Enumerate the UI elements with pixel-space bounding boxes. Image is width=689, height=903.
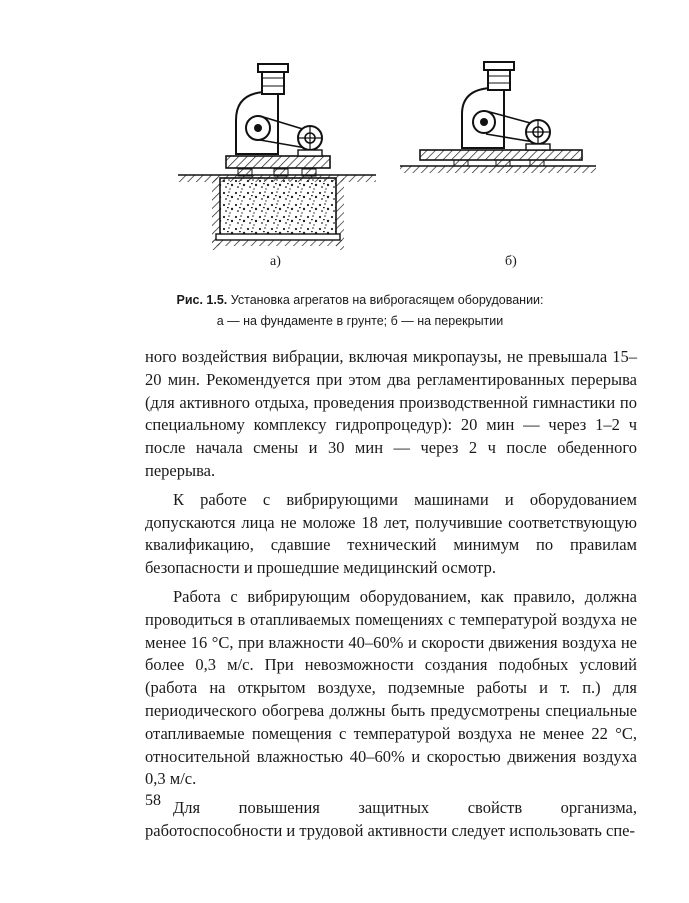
caption-line-2: а — на фундаменте в грунте; б — на перекрытии (216, 314, 504, 328)
caption-line-1 (100, 290, 620, 311)
caption-text-1: Установка агрегатов на виброгасящем оборудовании: (230, 293, 544, 307)
paragraph: Для повышения защитных свойств организма, работоспособности и трудовой активности следует использовать спе- (145, 798, 637, 840)
foundation-block (220, 178, 336, 238)
figure-label-a: а) (270, 254, 281, 269)
caption-number: Рис. 1.5. (176, 293, 228, 307)
page-number: 58 (145, 792, 161, 809)
variant-a-drawing (178, 64, 376, 250)
body-text (145, 346, 637, 843)
vibration-mount-illustration (150, 58, 610, 258)
floor-slab-b (400, 166, 596, 173)
figure-caption (100, 290, 620, 332)
variant-b-drawing (400, 62, 596, 173)
paragraph: К работе с вибрирующими машинами и оборудованием допускаются лица не моложе 18 лет, получившие соответствующую квалификацию, сдавшие технический минимум по правилам безопасности и прошедшие медицинский осмотр. (145, 489, 637, 578)
paragraph: ного воздействия вибрации, включая микропаузы, не превышала 15–20 мин. Рекомендуется при этом два регламентированных перерыва (для активного отдыха, проведения производственной гимнастики по специальному комплексу гидропроцедур): 20 мин — через 1–2 ч после начала смены и 30 мин — через 2 ч после обеденного перерыва. (145, 347, 637, 480)
figure-1-5 (150, 58, 610, 288)
paragraph: Работа с вибрирующим оборудованием, как правило, должна проводиться в отапливаемых помещениях с температурой воздуха не менее 16 °С, при влажности 40–60% и скорости движения воздуха не более 0,3 м/с. При невозможности создания подобных условий (работа на открытом воздухе, подземные работы и т. п.) для периодического обогрева должны быть предусмотрены специальные отапливаемые помещения с температурой воздуха не менее 22 °С, относительной влажностью 40–60% и скоростью движения воздуха 0,3 м/с. (145, 586, 637, 789)
figure-label-b: б) (505, 254, 517, 269)
